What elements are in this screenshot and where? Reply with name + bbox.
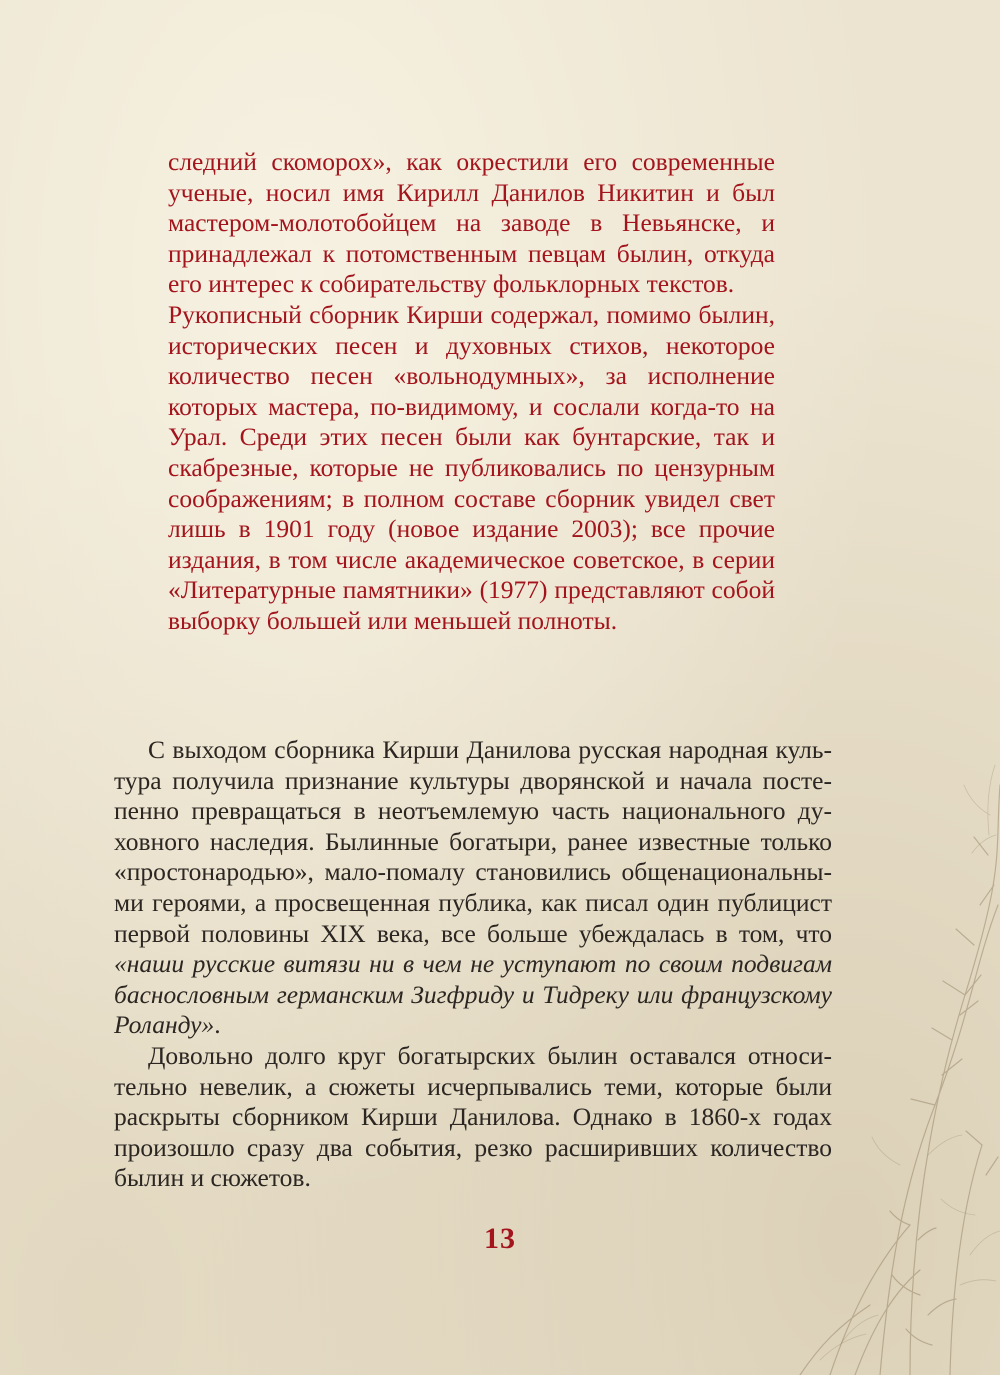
page-number: 13 (484, 1222, 516, 1255)
main-paragraph-2: Довольно долго круг богатырских былин оставался относительно невелик, а сюжеты исчерпывались теми, которые были раскрыты сборником Кирши Данилова. Однако в 1860-х годах произошло сразу два события, резко расширивших количество былин и сюжетов. (114, 1040, 832, 1193)
sidebar-paragraph-1: следний скоморох», как окрестили его современные ученые, носил имя Кирилл Данилов Никитин и был мастером-молотобойцем на заводе в Невьянске, и принадлежал к потомственным певцам былин, откуда его интерес к собирательству фольклорных текстов. (168, 147, 775, 299)
quote-end: . (214, 1010, 221, 1040)
main-text-block (114, 735, 832, 1194)
main-paragraph-1 (114, 735, 832, 1041)
sidebar-text-block (168, 147, 775, 637)
quote: «наши русские витязи ни в чем не уступают по своим подвигам баснословным германским Зигфриду и Тидреку или французскому Роланду» (114, 949, 832, 1040)
main-paragraph-1-text: С выходом сборника Кирши Данилова русская народная культура получила признание культуры дворянской и начала постепенно превращаться в неотъемлемую часть национального духовного наследия. Былинные богатыри, ранее известные только «простонародью», мало-помалу становились общенациональными героями, а просвещенная публика, как писал один публицист первой половины XIX века, все больше убеждалась в том, что (114, 735, 832, 948)
sidebar-paragraph-2: Рукописный сборник Кирши содержал, помимо былин, исторических песен и духовных стихов, некоторое количество песен «вольнодумных», за исполнение которых мастера, по-видимому, и сослали когда-то на Урал. Среди этих песен были как бунтарские, так и скабрезные, которые не публиковались по цензурным соображениям; в полном составе сборник увидел свет лишь в 1901 году (новое издание 2003); все прочие издания, в том числе академическое советское, в серии «Литературные памятники» (1977) представляют собой выборку большей или меньшей полноты. (168, 299, 775, 635)
decorative-plant-illustration (760, 695, 1000, 1375)
